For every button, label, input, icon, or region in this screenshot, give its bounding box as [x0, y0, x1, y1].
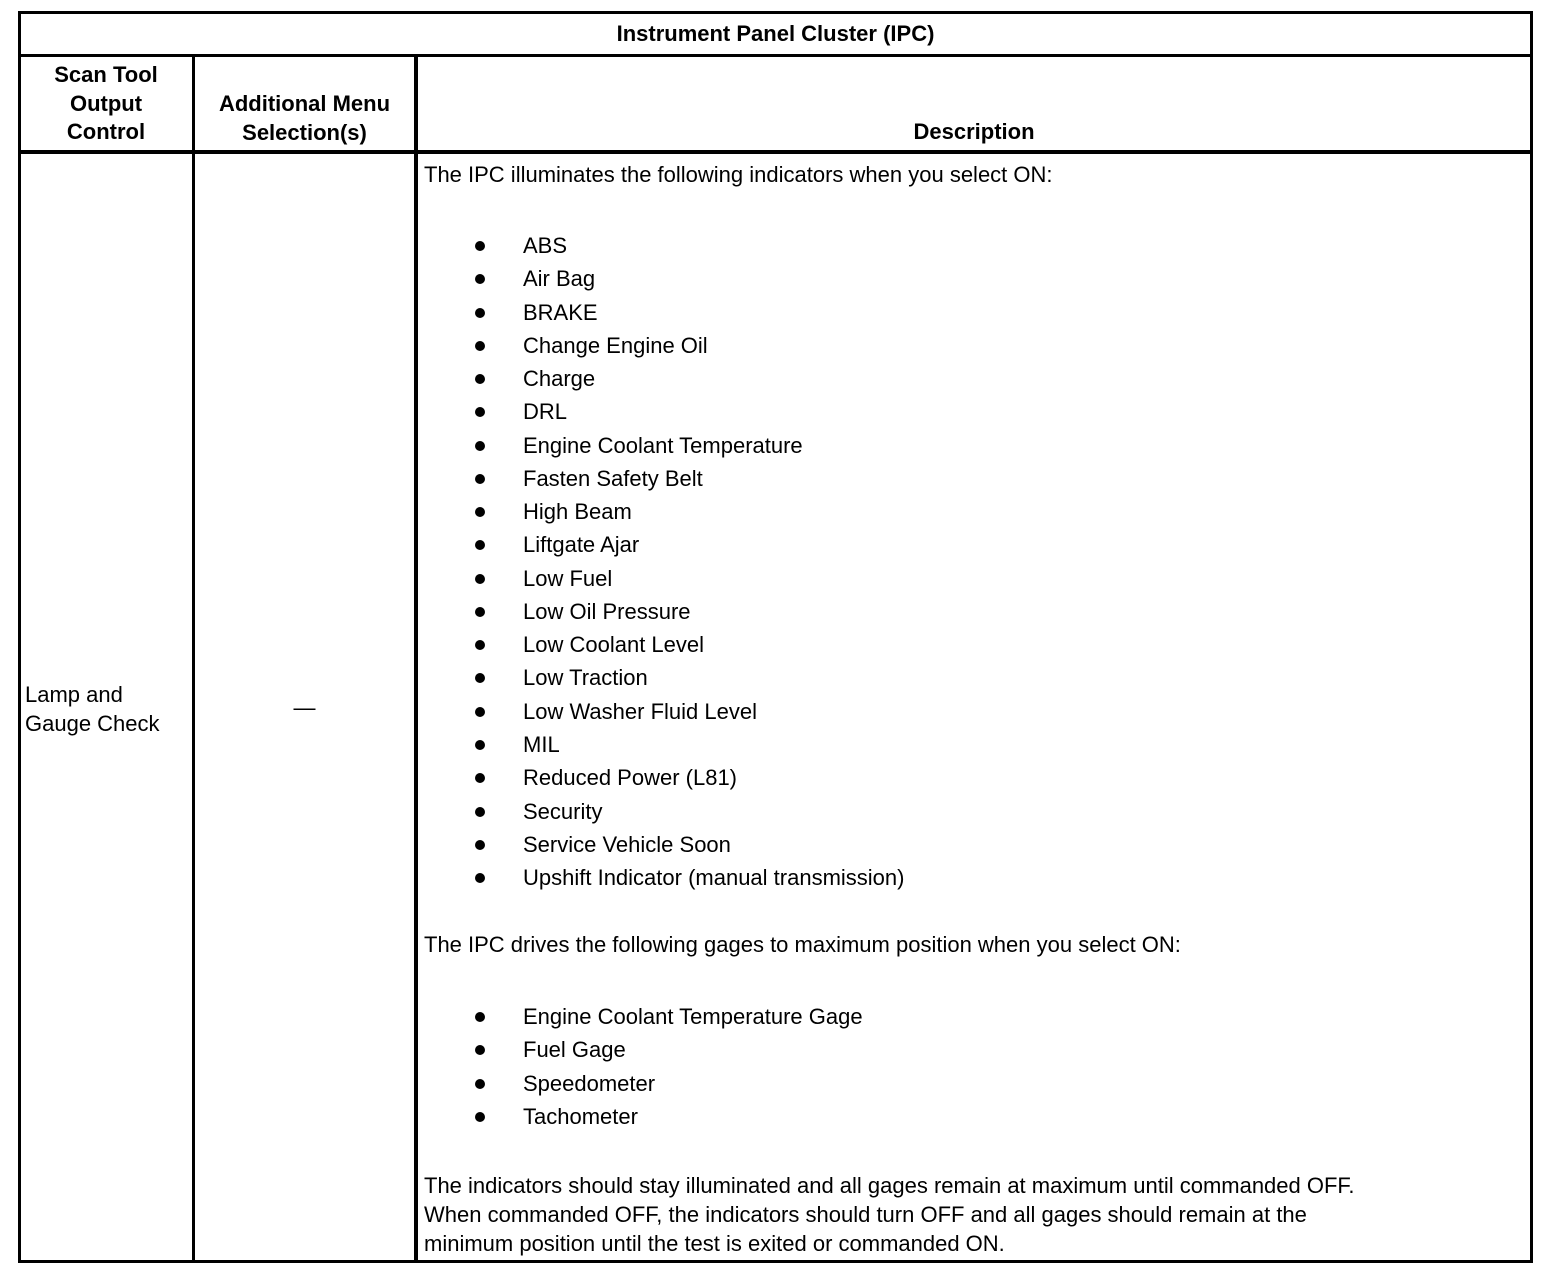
indicator-item: Low Oil Pressure	[470, 595, 904, 628]
bullet-icon	[475, 640, 485, 650]
indicator-item: ABS	[470, 229, 904, 262]
column-divider-2	[414, 54, 418, 1263]
indicator-item: Charge	[470, 362, 904, 395]
gage-item: Speedometer	[470, 1067, 863, 1100]
indicator-item: Low Fuel	[470, 562, 904, 595]
bullet-icon	[475, 374, 485, 384]
title-row-divider	[18, 54, 1533, 57]
bullet-icon	[475, 1112, 485, 1122]
bullet-icon	[475, 807, 485, 817]
menu-selection-cell: —	[293, 695, 316, 720]
bullet-icon	[475, 873, 485, 883]
bullet-icon	[475, 673, 485, 683]
bullet-icon	[475, 407, 485, 417]
output-control-cell: Lamp and Gauge Check	[25, 682, 160, 736]
bullet-icon	[475, 241, 485, 251]
indicator-item: Security	[470, 795, 904, 828]
indicator-item: Low Washer Fluid Level	[470, 695, 904, 728]
bullet-icon	[475, 840, 485, 850]
indicator-item: High Beam	[470, 495, 904, 528]
bullet-icon	[475, 740, 485, 750]
gage-item: Engine Coolant Temperature Gage	[470, 1000, 863, 1033]
bullet-icon	[475, 474, 485, 484]
indicator-item: DRL	[470, 395, 904, 428]
indicator-item: Low Coolant Level	[470, 628, 904, 661]
table-border-top	[18, 11, 1533, 14]
bullet-icon	[475, 274, 485, 284]
header-row-divider	[18, 150, 1533, 154]
indicator-item: Service Vehicle Soon	[470, 828, 904, 861]
bullet-icon	[475, 1079, 485, 1089]
bullet-icon	[475, 1012, 485, 1022]
indicator-item: BRAKE	[470, 296, 904, 329]
indicator-item: Liftgate Ajar	[470, 528, 904, 561]
table-border-bottom	[18, 1260, 1533, 1263]
column-divider-1	[192, 54, 195, 1263]
header-additional-menu-selections: Additional Menu Selection(s)	[218, 91, 391, 145]
header-scan-tool-output-control: Scan Tool Output Control	[54, 62, 158, 144]
gage-item: Fuel Gage	[470, 1033, 863, 1066]
table-border-right	[1530, 11, 1533, 1263]
bullet-icon	[475, 574, 485, 584]
indicator-item: Engine Coolant Temperature	[470, 429, 904, 462]
closing-paragraph: The indicators should stay illuminated and all gages remain at maximum until commanded OFF. When commanded OFF, the indicators should turn OFF and all gages should remain at the minimum position until the test is exited or commanded ON.	[424, 1173, 1355, 1257]
indicator-item: Reduced Power (L81)	[470, 761, 904, 794]
bullet-icon	[475, 773, 485, 783]
indicator-list	[470, 229, 904, 894]
bullet-icon	[475, 441, 485, 451]
bullet-icon	[475, 540, 485, 550]
table-border-left	[18, 11, 21, 1263]
gages-intro: The IPC drives the following gages to maximum position when you select ON:	[424, 932, 1181, 957]
indicator-item: Low Traction	[470, 661, 904, 694]
gage-item: Tachometer	[470, 1100, 863, 1133]
indicator-item: Air Bag	[470, 262, 904, 295]
bullet-icon	[475, 707, 485, 717]
header-description: Description	[913, 119, 1035, 144]
bullet-icon	[475, 1045, 485, 1055]
table-title: Instrument Panel Cluster (IPC)	[616, 21, 935, 46]
bullet-icon	[475, 308, 485, 318]
indicator-item: Change Engine Oil	[470, 329, 904, 362]
indicator-item: MIL	[470, 728, 904, 761]
bullet-icon	[475, 341, 485, 351]
indicator-item: Upshift Indicator (manual transmission)	[470, 861, 904, 894]
gage-list	[470, 1000, 863, 1133]
indicators-intro: The IPC illuminates the following indicators when you select ON:	[424, 162, 1053, 187]
indicator-item: Fasten Safety Belt	[470, 462, 904, 495]
bullet-icon	[475, 507, 485, 517]
bullet-icon	[475, 607, 485, 617]
